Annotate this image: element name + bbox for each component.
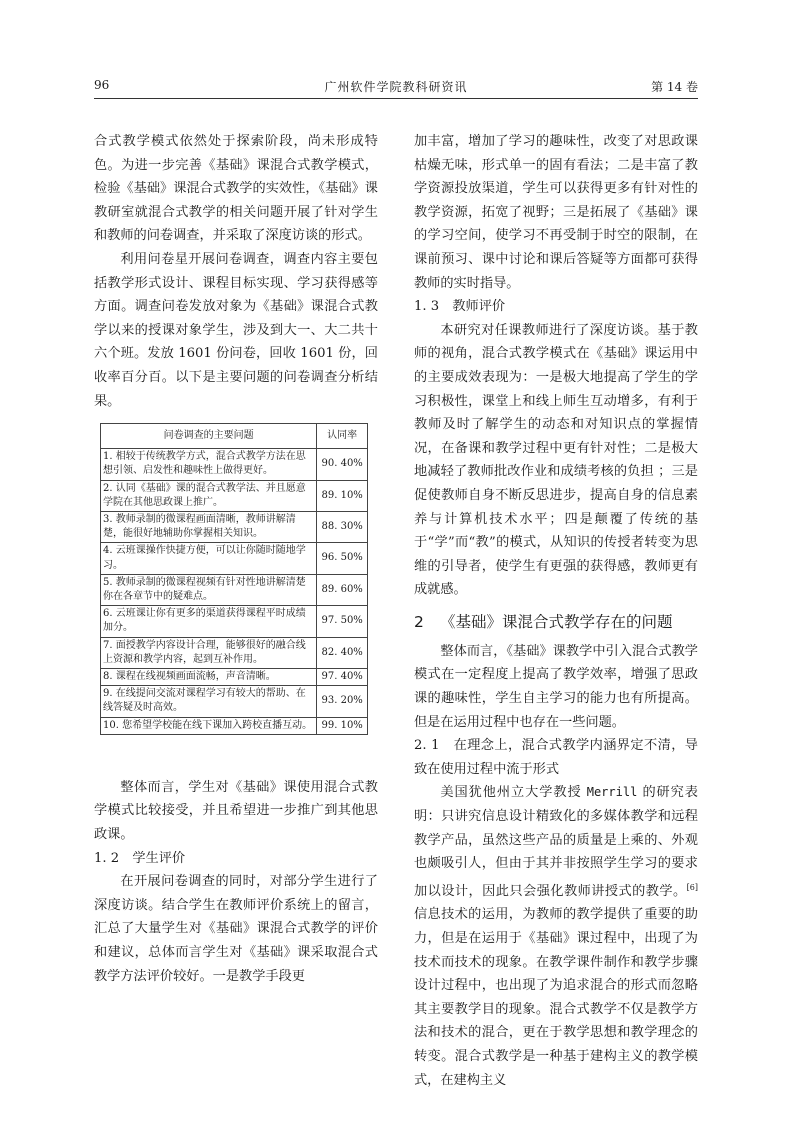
question-cell: 10. 您希望学校能在线下课加入跨校直播互动。 [101, 717, 317, 734]
question-cell: 6. 云班课让你有更多的渠道获得课程平时成绩加分。 [101, 606, 317, 637]
rate-cell: 97. 50% [317, 606, 368, 637]
table-row [101, 606, 368, 637]
question-cell: 5. 教师录制的微课程视频有针对性地讲解清楚你在各章节中的疑难点。 [101, 574, 317, 605]
journal-title: 广州软件学院教科研资讯 [324, 80, 468, 94]
question-cell: 7. 面授教学内容设计合理，能够很好的融合线上资源和教学内容，起到互补作用。 [101, 637, 317, 668]
rate-cell: 89. 60% [317, 574, 368, 605]
left-paragraph-4: 在开展问卷调查的同时，对部分学生进行了深度访谈。结合学生在教师评价系统上的留言，汇总了大量学生对《基础》课混合式教学的评价和建议，总体而言学生对《基础》课采取混合式教学方法评价较好。一是教学手段更 [94, 874, 378, 984]
author-name: Merrill [586, 785, 638, 800]
table-row [101, 574, 368, 605]
rate-cell: 97. 40% [317, 668, 368, 685]
paragraph-text: 美国犹他州立大学教授 [440, 785, 587, 801]
right-paragraph-2: 本研究对任课教师进行了深度访谈。基于教师的视角，混合式教学模式在《基础》课运用中的主要成效表现为：一是极大地提高了学生的学习积极性，课堂上和线上师生互动增多，有利于教师及时了解学生的动态和对知识点的掌握情况，在备课和教学过程中更有针对性；二是极大地减轻了教师批改作业和成绩考核的负担 ；三是促使教师自身不断反思进步，提高自身的信息素养与计算机技术水平；四是颠覆了传统的基于“学”而“教”的模式，从知识的传授者转变为思维的引导者，使学生有更强的获得感，教师更有成就感。 [414, 322, 698, 598]
question-cell: 8. 课程在线视频画面流畅，声音清晰。 [101, 668, 317, 685]
rate-cell: 82. 40% [317, 637, 368, 668]
paragraph-text: 的研究表明：只讲究信息设计精致化的多媒体教学和远程教学产品，虽然这些产品的质量是上乘的、外观也颇吸引人，但由于其并非按照学生学习的要求加以设计，因此只会强化教师讲授式的教学。 [414, 785, 698, 899]
question-cell: 9. 在线提问交流对课程学习有较大的帮助、在线答疑及时高效。 [101, 686, 317, 717]
table-row [101, 449, 368, 480]
table-header-question: 问卷调查的主要问题 [101, 424, 317, 449]
rate-cell: 96. 50% [317, 543, 368, 574]
rate-cell: 90. 40% [317, 449, 368, 480]
table-row [101, 543, 368, 574]
right-column [414, 130, 698, 1092]
table-header-row [101, 424, 368, 449]
running-header [94, 76, 698, 99]
table-row [101, 480, 368, 511]
volume-label: 第 14 卷 [651, 80, 698, 94]
rate-cell: 89. 10% [317, 480, 368, 511]
left-paragraph-1: 合式教学模式依然处于探索阶段，尚未形成特色。为进一步完善《基础》课混合式教学模式，检验《基础》课混合式教学的实效性，《基础》课教研室就混合式教学的相关问题开展了针对学生和教师的问卷调查，并采取了深度访谈的形式。 [94, 134, 378, 244]
table-row [101, 686, 368, 717]
section-number: 2 [414, 612, 424, 631]
section-heading-1-3: 1. 3 教师评价 [414, 299, 506, 315]
left-paragraph-3: 整体而言，学生对《基础》课使用混合式教学模式比较接受，并且希望进一步推广到其他思政课。 [94, 779, 378, 842]
section-heading-2-1: 2. 1 在理念上，混合式教学内涵界定不清，导致在使用过程中流于形式 [414, 738, 698, 777]
survey-table [100, 423, 368, 735]
citation-ref[interactable]: [6] [686, 882, 698, 892]
section-heading-2 [414, 611, 698, 633]
table-row [101, 637, 368, 668]
left-column [94, 130, 378, 988]
page-number: 96 [94, 78, 110, 92]
rate-cell: 93. 20% [317, 686, 368, 717]
paragraph-text: 信息技术的运用，为教师的教学提供了重要的助力，但是在运用于《基础》课过程中，出现了为技术而技术的现象。在教学课件制作和教学步骤设计过程中，也出现了为追求混合的形式而忽略其主要教学目的现象。混合式教学不仅是教学方法和技术的混合，更在于教学思想和教学理念的转变。混合式教学是一种基于建构主义的教学模式，在建构主义 [414, 907, 698, 1088]
table-row [101, 511, 368, 542]
section-title: 《基础》课混合式教学存在的问题 [440, 612, 673, 631]
right-paragraph-1: 加丰富，增加了学习的趣味性，改变了对思政课枯燥无味，形式单一的固有看法；二是丰富了教学资源投放渠道，学生可以获得更多有针对性的教学资源，拓宽了视野；三是拓展了《基础》课的学习空间，使学习不再受制于时空的限制，在课前预习、课中讨论和课后答疑等方面都可获得教师的实时指导。 [414, 134, 698, 291]
table-row [101, 717, 368, 734]
question-cell: 2. 认同《基础》课的混合式教学法、并且愿意学院在其他思政课上推广。 [101, 480, 317, 511]
question-cell: 1. 相较于传统教学方式，混合式教学方法在思想引领、启发性和趣味性上做得更好。 [101, 449, 317, 480]
table-header-rate: 认同率 [317, 424, 368, 449]
rate-cell: 99. 10% [317, 717, 368, 734]
right-paragraph-4 [414, 781, 698, 1092]
question-cell: 3. 教师录制的微课程画面清晰，教师讲解清楚，能很好地辅助你掌握相关知识。 [101, 511, 317, 542]
rate-cell: 88. 30% [317, 511, 368, 542]
table-row [101, 668, 368, 685]
left-paragraph-2: 利用问卷星开展问卷调查，调查内容主要包括教学形式设计、课程目标实现、学习获得感等方面。调查问卷发放对象为《基础》课混合式教学以来的授课对象学生，涉及到大一、大二共十六个班。发放 1601 份问卷，回收 1601 份，回收率百分百。以下是主要问题的问卷调查分析结果。 [94, 251, 378, 409]
question-cell: 4. 云班课操作快捷方便，可以让你随时随地学习。 [101, 543, 317, 574]
section-heading-1-2: 1. 2 学生评价 [94, 850, 186, 866]
right-paragraph-3: 整体而言，《基础》课教学中引入混合式教学模式在一定程度上提高了教学效率，增强了思政课的趣味性，学生自主学习的能力也有所提高。但是在运用过程中也存在一些问题。 [414, 643, 698, 730]
